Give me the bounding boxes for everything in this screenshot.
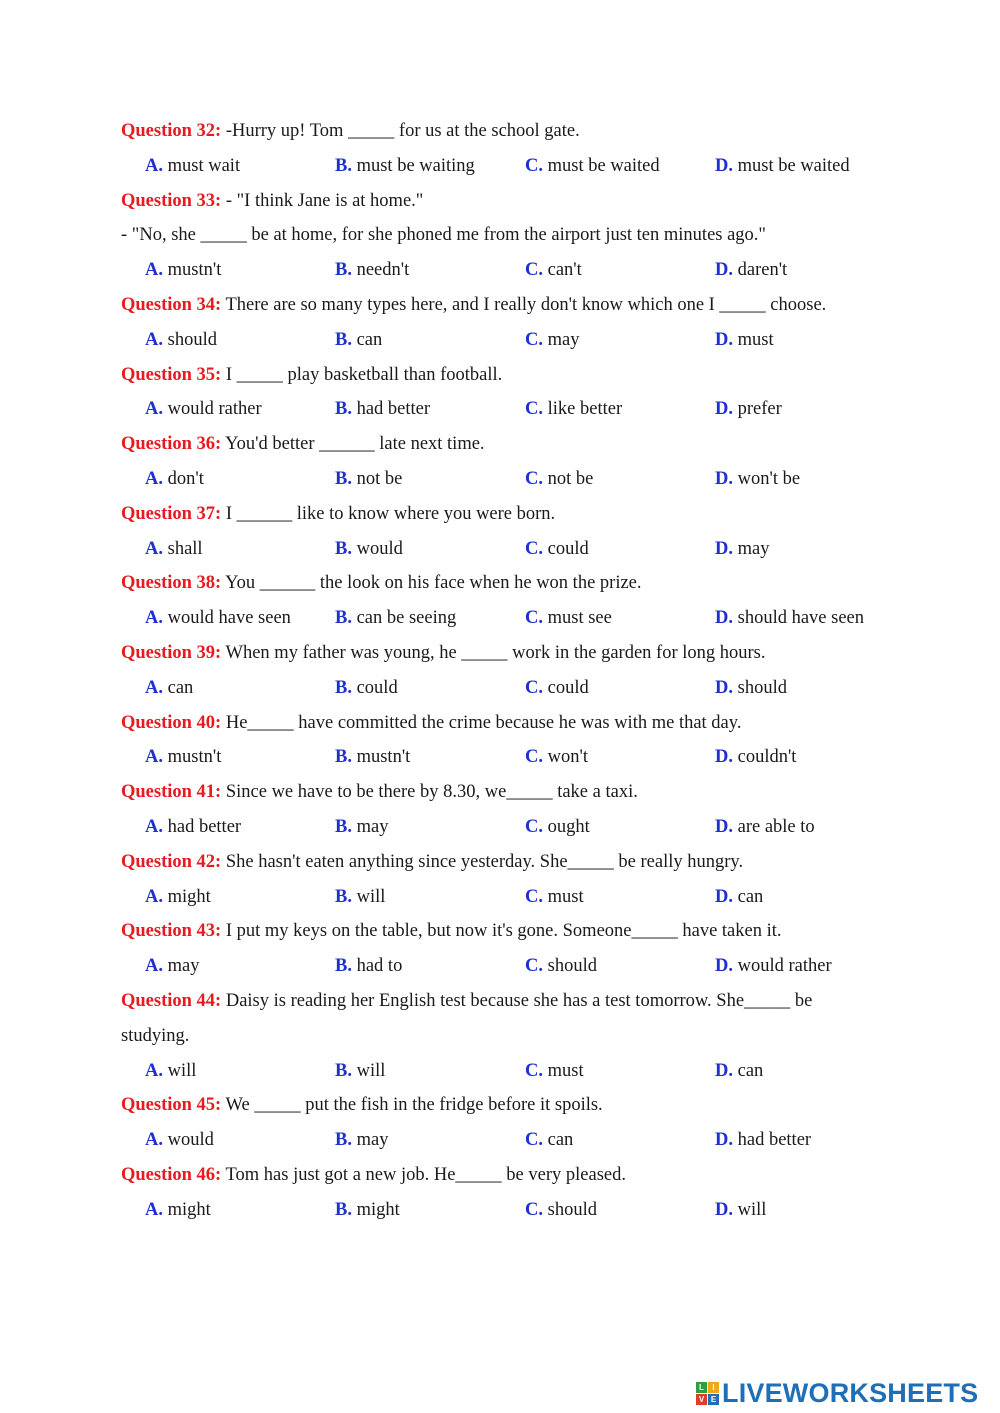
option-letter: D. xyxy=(715,329,733,350)
option-letter: C. xyxy=(525,747,543,768)
option-d[interactable] xyxy=(715,149,850,184)
question-label: Question 43: xyxy=(121,921,222,942)
question-text: She hasn't eaten anything since yesterday. She_____ be really hungry. xyxy=(221,851,744,872)
option-text: might xyxy=(167,1199,211,1220)
option-c[interactable] xyxy=(525,880,584,915)
option-text: can be seeing xyxy=(356,608,457,629)
option-text: must be waited xyxy=(547,155,660,176)
option-c[interactable] xyxy=(525,740,588,775)
question-text: Since we have to be there by 8.30, we_____ take a taxi. xyxy=(221,782,638,803)
logo-mark-cell: I xyxy=(708,1382,719,1393)
option-text: might xyxy=(356,1199,400,1220)
option-text: would have seen xyxy=(167,608,291,629)
option-c[interactable] xyxy=(525,810,590,845)
option-letter: D. xyxy=(715,956,733,977)
options-row xyxy=(121,149,911,184)
option-b[interactable] xyxy=(335,1054,385,1089)
option-letter: C. xyxy=(525,1060,543,1081)
option-text: may xyxy=(547,329,580,350)
option-text: prefer xyxy=(737,399,782,420)
option-letter: C. xyxy=(525,956,543,977)
option-text: should have seen xyxy=(737,608,865,629)
option-text: must xyxy=(547,886,584,907)
option-text: will xyxy=(167,1060,197,1081)
options-row xyxy=(121,1193,911,1228)
option-letter: A. xyxy=(145,1199,163,1220)
option-letter: C. xyxy=(525,399,543,420)
option-letter: D. xyxy=(715,608,733,629)
option-letter: C. xyxy=(525,329,543,350)
question-line xyxy=(121,184,911,219)
question-line xyxy=(121,706,911,741)
option-a[interactable] xyxy=(145,880,211,915)
question-text: He_____ have committed the crime because he was with me that day. xyxy=(221,712,742,733)
options-row xyxy=(121,1123,911,1158)
option-d[interactable] xyxy=(715,740,796,775)
option-text: needn't xyxy=(356,260,410,281)
options-row xyxy=(121,671,911,706)
option-c[interactable] xyxy=(525,392,622,427)
option-letter: A. xyxy=(145,816,163,837)
option-c[interactable] xyxy=(525,462,593,497)
option-text: mustn't xyxy=(167,747,222,768)
option-text: had to xyxy=(356,956,403,977)
option-letter: A. xyxy=(145,677,163,698)
options-row xyxy=(121,532,911,567)
option-letter: A. xyxy=(145,747,163,768)
question-line xyxy=(121,358,911,393)
option-d[interactable] xyxy=(715,810,815,845)
option-letter: A. xyxy=(145,329,163,350)
question-line xyxy=(121,984,911,1019)
option-text: will xyxy=(356,1060,386,1081)
options-row xyxy=(121,1054,911,1089)
option-text: won't xyxy=(547,747,588,768)
option-letter: C. xyxy=(525,1130,543,1151)
option-letter: A. xyxy=(145,608,163,629)
option-letter: B. xyxy=(335,399,352,420)
option-d[interactable] xyxy=(715,1193,766,1228)
option-text: will xyxy=(356,886,386,907)
option-d[interactable] xyxy=(715,462,800,497)
option-b[interactable] xyxy=(335,601,456,636)
option-letter: B. xyxy=(335,468,352,489)
option-letter: B. xyxy=(335,608,352,629)
options-row xyxy=(121,392,911,427)
question-label: Question 45: xyxy=(121,1095,222,1116)
option-text: might xyxy=(167,886,211,907)
option-text: shall xyxy=(167,538,203,559)
option-text: can xyxy=(737,886,764,907)
option-letter: B. xyxy=(335,1199,352,1220)
option-text: must see xyxy=(547,608,612,629)
option-letter: D. xyxy=(715,468,733,489)
option-text: should xyxy=(737,677,787,698)
option-b[interactable] xyxy=(335,253,409,288)
option-text: couldn't xyxy=(737,747,797,768)
worksheet xyxy=(121,114,911,1228)
question-label: Question 42: xyxy=(121,851,222,872)
option-letter: D. xyxy=(715,816,733,837)
logo-mark-cell: L xyxy=(696,1382,707,1393)
option-letter: C. xyxy=(525,468,543,489)
question-label: Question 35: xyxy=(121,364,222,385)
option-a[interactable] xyxy=(145,810,241,845)
option-text: mustn't xyxy=(167,260,222,281)
option-letter: B. xyxy=(335,538,352,559)
option-text: can xyxy=(167,677,194,698)
question-line xyxy=(121,775,911,810)
options-row xyxy=(121,253,911,288)
question-text: -Hurry up! Tom _____ for us at the school gate. xyxy=(221,121,580,141)
option-c[interactable] xyxy=(525,1054,584,1089)
option-b[interactable] xyxy=(335,462,402,497)
option-letter: B. xyxy=(335,956,352,977)
question-label: Question 34: xyxy=(121,294,222,315)
option-c[interactable] xyxy=(525,949,597,984)
question-text: Daisy is reading her English test because she has a test tomorrow. She_____ be xyxy=(221,990,813,1011)
question-label: Question 44: xyxy=(121,990,222,1011)
option-letter: A. xyxy=(145,956,163,977)
option-b[interactable] xyxy=(335,671,398,706)
option-b[interactable] xyxy=(335,880,385,915)
question-text: I put my keys on the table, but now it's gone. Someone_____ have taken it. xyxy=(221,921,782,942)
option-letter: D. xyxy=(715,260,733,281)
option-text: would rather xyxy=(167,399,262,420)
option-text: won't be xyxy=(737,468,801,489)
option-letter: C. xyxy=(525,260,543,281)
option-letter: B. xyxy=(335,329,352,350)
question-line xyxy=(121,497,911,532)
option-letter: A. xyxy=(145,886,163,907)
option-d[interactable] xyxy=(715,601,864,636)
question-text: You ______ the look on his face when he won the prize. xyxy=(221,573,642,594)
option-text: may xyxy=(356,816,389,837)
option-c[interactable] xyxy=(525,601,612,636)
option-a[interactable] xyxy=(145,323,217,358)
option-text: can xyxy=(737,1060,764,1081)
option-c[interactable] xyxy=(525,1193,597,1228)
option-b[interactable] xyxy=(335,392,430,427)
option-b[interactable] xyxy=(335,323,382,358)
logo-mark-cell: E xyxy=(708,1394,719,1405)
option-letter: B. xyxy=(335,1130,352,1151)
option-letter: B. xyxy=(335,747,352,768)
option-c[interactable] xyxy=(525,532,589,567)
option-letter: D. xyxy=(715,747,733,768)
option-b[interactable] xyxy=(335,740,410,775)
options-row xyxy=(121,740,911,775)
option-d[interactable] xyxy=(715,949,832,984)
option-a[interactable] xyxy=(145,740,221,775)
option-letter: B. xyxy=(335,677,352,698)
question-line xyxy=(121,427,911,462)
option-c[interactable] xyxy=(525,1123,573,1158)
option-text: not be xyxy=(356,468,403,489)
option-text: had better xyxy=(167,816,242,837)
option-letter: D. xyxy=(715,155,733,176)
question-text: You'd better ______ late next time. xyxy=(221,434,485,455)
option-d[interactable] xyxy=(715,532,769,567)
question-continuation: - "No, she _____ be at home, for she phoned me from the airport just ten minutes ago." xyxy=(121,225,766,246)
option-text: had better xyxy=(356,399,431,420)
option-d[interactable] xyxy=(715,880,763,915)
option-text: mustn't xyxy=(356,747,411,768)
option-letter: C. xyxy=(525,816,543,837)
question-label: Question 46: xyxy=(121,1164,222,1185)
question-continuation: studying. xyxy=(121,1025,190,1046)
question-label: Question 40: xyxy=(121,712,222,733)
option-letter: C. xyxy=(525,677,543,698)
question-text: We _____ put the fish in the fridge before it spoils. xyxy=(221,1095,603,1116)
option-text: can xyxy=(547,1130,574,1151)
question-text: I ______ like to know where you were born. xyxy=(221,503,556,524)
option-b[interactable] xyxy=(335,1123,388,1158)
question-line xyxy=(121,845,911,880)
option-letter: D. xyxy=(715,1130,733,1151)
option-text: could xyxy=(547,538,589,559)
question-line xyxy=(121,1158,911,1193)
option-c[interactable] xyxy=(525,671,589,706)
option-letter: C. xyxy=(525,1199,543,1220)
option-a[interactable] xyxy=(145,1123,214,1158)
option-a[interactable] xyxy=(145,532,203,567)
option-d[interactable] xyxy=(715,671,787,706)
option-text: will xyxy=(737,1199,767,1220)
option-text: must wait xyxy=(167,155,241,176)
question-line xyxy=(121,566,911,601)
option-d[interactable] xyxy=(715,392,782,427)
option-letter: D. xyxy=(715,399,733,420)
option-letter: D. xyxy=(715,1199,733,1220)
option-c[interactable] xyxy=(525,149,660,184)
option-letter: A. xyxy=(145,1060,163,1081)
option-d[interactable] xyxy=(715,253,787,288)
options-row xyxy=(121,462,911,497)
question-line xyxy=(121,288,911,323)
question-text: Tom has just got a new job. He_____ be very pleased. xyxy=(221,1164,626,1185)
option-a[interactable] xyxy=(145,149,240,184)
option-c[interactable] xyxy=(525,323,579,358)
option-text: could xyxy=(547,677,589,698)
question-line xyxy=(121,114,911,149)
option-text: would xyxy=(167,1130,214,1151)
option-letter: A. xyxy=(145,538,163,559)
option-text: ought xyxy=(547,816,590,837)
option-letter: B. xyxy=(335,155,352,176)
question-label: Question 38: xyxy=(121,573,222,594)
option-text: may xyxy=(167,956,200,977)
option-text: daren't xyxy=(737,260,788,281)
option-b[interactable] xyxy=(335,149,475,184)
option-text: would xyxy=(356,538,403,559)
option-letter: C. xyxy=(525,155,543,176)
logo-mark-icon xyxy=(696,1382,719,1405)
option-letter: B. xyxy=(335,260,352,281)
option-text: like better xyxy=(547,399,623,420)
question-line xyxy=(121,1088,911,1123)
option-text: had better xyxy=(737,1130,812,1151)
option-text: must xyxy=(737,329,774,350)
options-row xyxy=(121,880,911,915)
option-text: may xyxy=(356,1130,389,1151)
logo-text: LIVEWORKSHEETS xyxy=(722,1377,979,1408)
options-row xyxy=(121,949,911,984)
option-text: should xyxy=(167,329,217,350)
question-label: Question 33: xyxy=(121,190,222,211)
option-b[interactable] xyxy=(335,810,388,845)
option-a[interactable] xyxy=(145,1193,211,1228)
option-letter: C. xyxy=(525,608,543,629)
question-text: When my father was young, he _____ work in the garden for long hours. xyxy=(221,642,766,663)
option-letter: B. xyxy=(335,816,352,837)
question-line xyxy=(121,636,911,671)
liveworksheets-logo[interactable] xyxy=(696,1377,978,1409)
question-label: Question 37: xyxy=(121,503,222,524)
option-letter: A. xyxy=(145,468,163,489)
option-text: may xyxy=(737,538,770,559)
option-d[interactable] xyxy=(715,1054,763,1089)
option-letter: C. xyxy=(525,886,543,907)
logo-mark-cell: V xyxy=(696,1394,707,1405)
option-text: must be waiting xyxy=(356,155,475,176)
option-text: must be waited xyxy=(737,155,850,176)
question-line xyxy=(121,914,911,949)
option-c[interactable] xyxy=(525,253,582,288)
option-a[interactable] xyxy=(145,671,193,706)
option-letter: A. xyxy=(145,399,163,420)
option-text: should xyxy=(547,1199,597,1220)
option-letter: D. xyxy=(715,538,733,559)
option-text: not be xyxy=(547,468,594,489)
option-b[interactable] xyxy=(335,949,402,984)
question-label: Question 32: xyxy=(121,121,222,141)
options-row xyxy=(121,323,911,358)
option-letter: D. xyxy=(715,886,733,907)
option-letter: D. xyxy=(715,1060,733,1081)
option-a[interactable] xyxy=(145,1054,196,1089)
option-text: must xyxy=(547,1060,584,1081)
option-text: can't xyxy=(547,260,582,281)
option-letter: A. xyxy=(145,1130,163,1151)
option-letter: B. xyxy=(335,886,352,907)
option-text: don't xyxy=(167,468,204,489)
question-label: Question 39: xyxy=(121,642,222,663)
option-a[interactable] xyxy=(145,392,262,427)
question-text: - "I think Jane is at home." xyxy=(221,190,424,211)
option-text: would rather xyxy=(737,956,832,977)
question-label: Question 41: xyxy=(121,782,222,803)
option-text: should xyxy=(547,956,597,977)
option-letter: B. xyxy=(335,1060,352,1081)
option-d[interactable] xyxy=(715,323,774,358)
options-row xyxy=(121,601,911,636)
question-text: I _____ play basketball than football. xyxy=(221,364,503,385)
option-a[interactable] xyxy=(145,601,291,636)
option-letter: C. xyxy=(525,538,543,559)
options-row xyxy=(121,810,911,845)
option-d[interactable] xyxy=(715,1123,811,1158)
option-b[interactable] xyxy=(335,532,403,567)
option-letter: A. xyxy=(145,260,163,281)
option-b[interactable] xyxy=(335,1193,400,1228)
option-a[interactable] xyxy=(145,949,199,984)
option-a[interactable] xyxy=(145,253,221,288)
option-letter: D. xyxy=(715,677,733,698)
option-text: are able to xyxy=(737,816,815,837)
option-text: could xyxy=(356,677,398,698)
question-text: There are so many types here, and I really don't know which one I _____ choose. xyxy=(221,294,827,315)
option-letter: A. xyxy=(145,155,163,176)
option-a[interactable] xyxy=(145,462,204,497)
question-label: Question 36: xyxy=(121,434,222,455)
option-text: can xyxy=(356,329,383,350)
